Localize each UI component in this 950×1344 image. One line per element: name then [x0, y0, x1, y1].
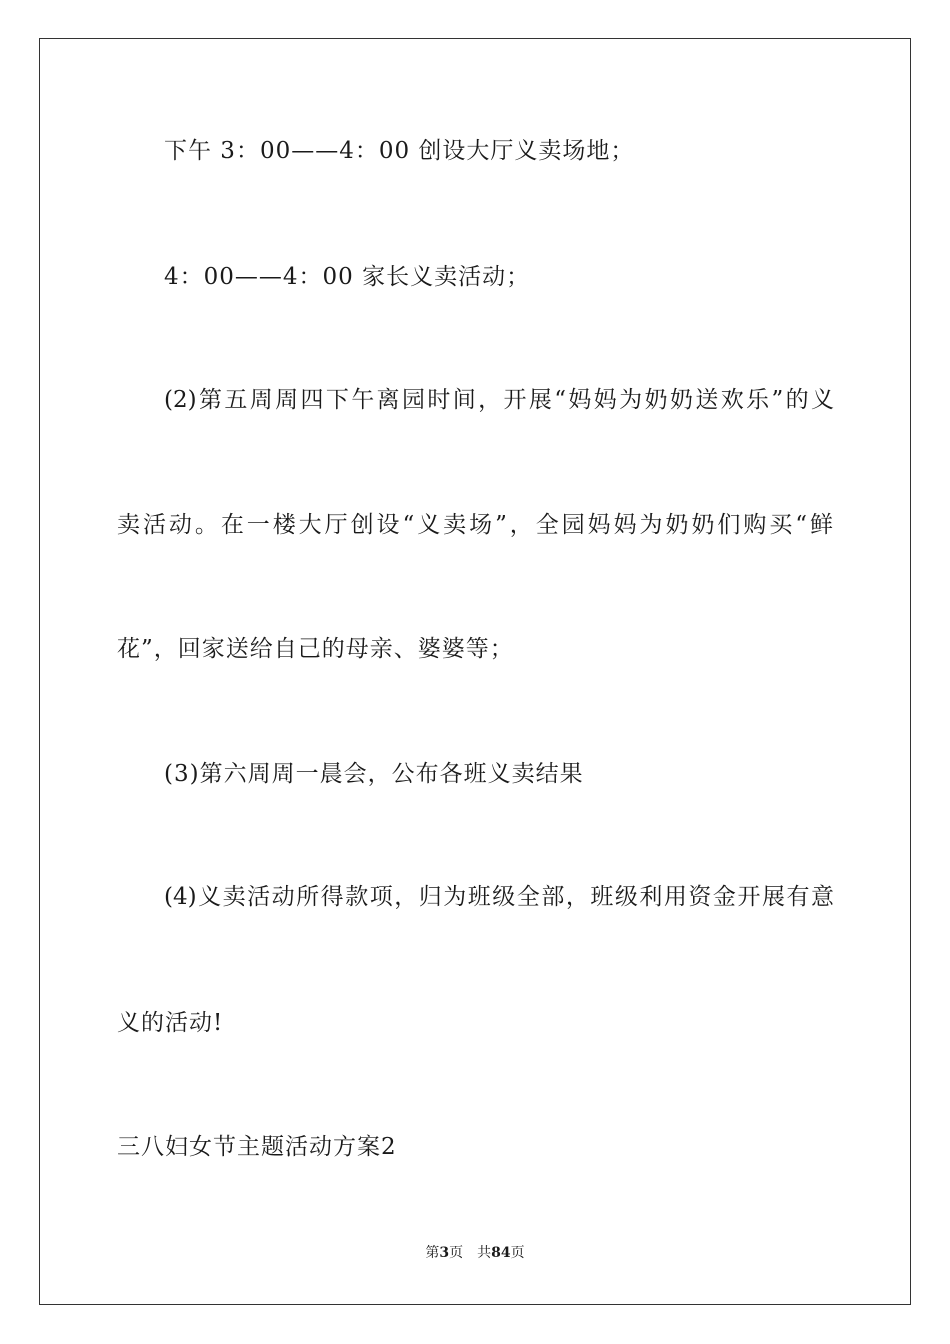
total-pages: 84	[491, 1245, 511, 1261]
page-prefix: 第	[425, 1245, 440, 1261]
page-footer	[0, 1244, 950, 1262]
total-prefix: 共	[477, 1245, 492, 1261]
text-line: 下午 3：00——4：00 创设大厅义卖场地；	[164, 138, 635, 164]
text-line: 卖活动。在一楼大厅创设“义卖场”，全园妈妈为奶奶们购买“鲜	[117, 512, 833, 538]
text-line: (4)义卖活动所得款项，归为班级全部，班级利用资金开展有意	[164, 884, 834, 910]
text-line: 义的活动!	[117, 1010, 224, 1036]
page-number: 3	[439, 1245, 450, 1261]
page-suffix: 页	[449, 1245, 464, 1261]
text-line: 花”，回家送给自己的母亲、婆婆等；	[117, 636, 514, 662]
text-line: (3)第六周周一晨会，公布各班义卖结果	[164, 761, 584, 787]
text-line: 4：00——4：00 家长义卖活动；	[164, 264, 531, 290]
text-line: (2)第五周周四下午离园时间，开展“妈妈为奶奶送欢乐”的义	[164, 387, 834, 413]
page-border	[39, 38, 911, 1305]
section-heading: 三八妇女节主题活动方案2	[117, 1134, 397, 1160]
total-suffix: 页	[510, 1245, 525, 1261]
